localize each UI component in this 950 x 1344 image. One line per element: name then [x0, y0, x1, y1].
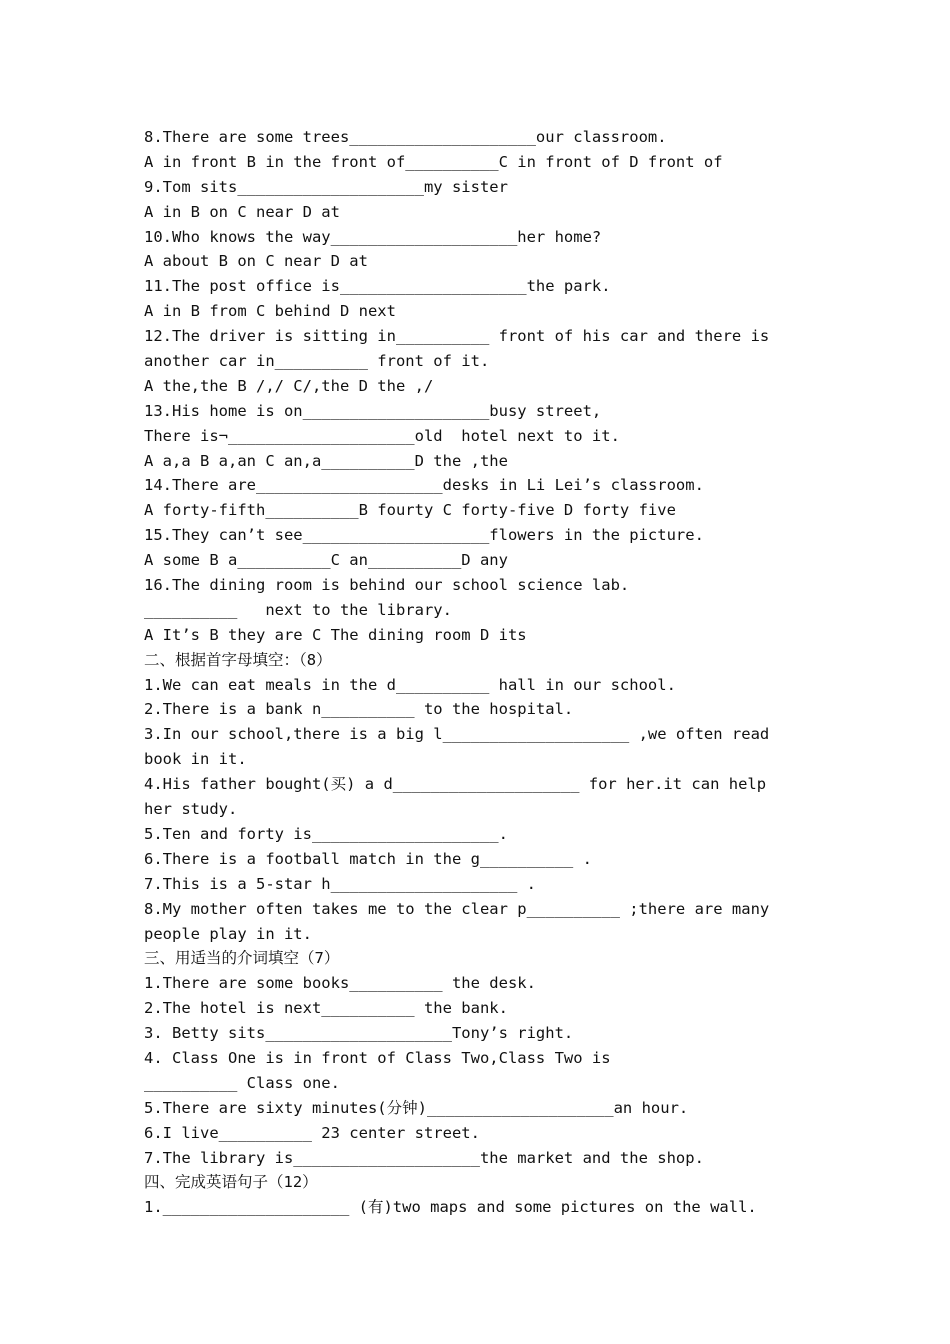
text-line: A some B a__________C an__________D any	[144, 551, 508, 570]
text-line: 9.Tom sits____________________my sister	[144, 177, 508, 196]
text-line: 11.The post office is____________________the park.	[144, 277, 611, 296]
text-line: A in B from C behind D next	[144, 302, 396, 321]
text-line: 5.There are sixty minutes(分钟)____________________an hour.	[144, 1098, 689, 1117]
text-line: 7.This is a 5-star h____________________ .	[144, 874, 536, 893]
text-line: 12.The driver is sitting in__________ front of his car and there is	[144, 327, 770, 346]
text-line: 10.Who knows the way____________________her home?	[144, 227, 602, 246]
document-body	[144, 125, 794, 1220]
text-line: 8.My mother often takes me to the clear p__________ ;there are many	[144, 899, 770, 918]
text-line: book in it.	[144, 750, 247, 769]
text-line: A about B on C near D at	[144, 252, 368, 271]
text-line: 6.I live__________ 23 center street.	[144, 1123, 480, 1142]
text-line: 14.There are____________________desks in Li Lei’s classroom.	[144, 476, 704, 495]
text-line: 16.The dining room is behind our school science lab.	[144, 576, 630, 595]
text-line: 13.His home is on____________________busy street,	[144, 401, 602, 420]
text-line: 1.____________________ (有)two maps and some pictures on the wall.	[144, 1198, 757, 1217]
text-line: 4.His father bought(买) a d____________________ for her.it can help	[144, 775, 767, 794]
text-line: 15.They can’t see____________________flowers in the picture.	[144, 526, 704, 545]
text-line: A the,the B /,/ C/,the D the ,/	[144, 376, 434, 395]
text-line: A forty-fifth__________B fourty C forty-five D forty five	[144, 501, 676, 520]
text-line: A in front B in the front of__________C in front of D front of	[144, 152, 723, 171]
text-line: 8.There are some trees____________________our classroom.	[144, 128, 667, 146]
text-line: 3.In our school,there is a big l____________________ ,we often read	[144, 725, 770, 744]
text-line: 2.There is a bank n__________ to the hospital.	[144, 700, 574, 719]
text-line: 7.The library is____________________the market and the shop.	[144, 1148, 704, 1167]
text-line: __________ next to the library.	[144, 600, 452, 619]
text-line: 二、根据首字母填空：（8）	[144, 650, 332, 669]
text-line: A It’s B they are C The dining room D its	[144, 625, 527, 644]
text-line: A a,a B a,an C an,a__________D the ,the	[144, 451, 508, 470]
text-line: 4. Class One is in front of Class Two,Class Two is	[144, 1048, 611, 1067]
text-line: There is¬____________________old hotel next to it.	[144, 426, 620, 445]
text-line: people play in it.	[144, 924, 312, 943]
text-line: her study.	[144, 800, 238, 819]
text-line: A in B on C near D at	[144, 202, 340, 221]
text-line: 三、用适当的介词填空（7）	[144, 949, 340, 968]
text-line: 1.We can eat meals in the d__________ hall in our school.	[144, 675, 676, 694]
text-line: __________ Class one.	[144, 1073, 340, 1092]
text-line: 2.The hotel is next__________ the bank.	[144, 999, 508, 1018]
text-line: 6.There is a football match in the g__________ .	[144, 849, 592, 868]
text-line: 3. Betty sits____________________Tony’s right.	[144, 1024, 574, 1043]
text-line: 四、完成英语句子（12）	[144, 1173, 318, 1192]
text-line: 1.There are some books__________ the desk.	[144, 974, 536, 993]
text-line: another car in__________ front of it.	[144, 352, 490, 371]
text-line: 5.Ten and forty is____________________.	[144, 824, 508, 843]
